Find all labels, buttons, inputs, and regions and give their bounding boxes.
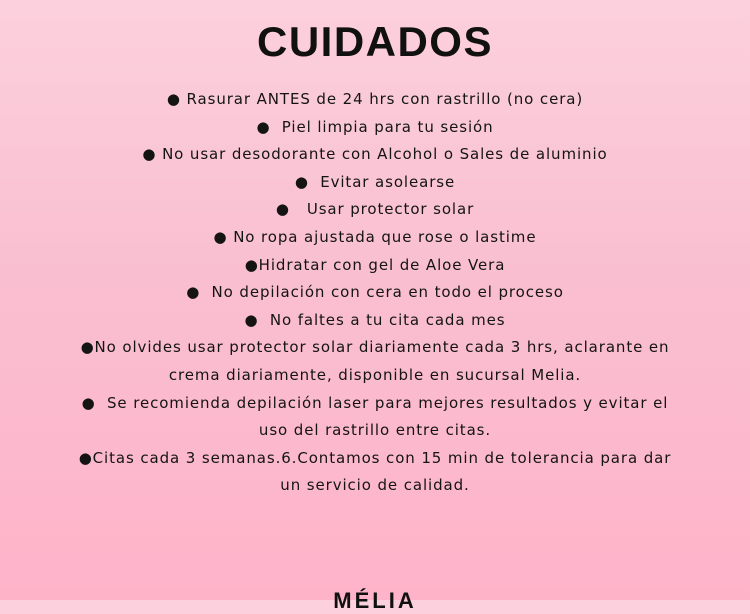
list-item: ● No usar desodorante con Alcohol o Sales de aluminio bbox=[142, 145, 608, 164]
brand-name: MÉLIA bbox=[333, 588, 417, 613]
care-instructions-list bbox=[0, 86, 750, 500]
list-item: ● Usar protector solar bbox=[275, 200, 475, 219]
page-title: CUIDADOS bbox=[256, 18, 493, 65]
list-item: ● No depilación con cera en todo el proceso bbox=[186, 283, 564, 302]
list-item: ●Citas cada 3 semanas.6.Contamos con 15 min de tolerancia para dar bbox=[78, 448, 672, 467]
list-item-continuation: uso del rastrillo entre citas. bbox=[258, 421, 492, 440]
list-item-continuation: crema diariamente, disponible en sucursal Melia. bbox=[168, 365, 582, 384]
list-item: ●No olvides usar protector solar diariamente cada 3 hrs, aclarante en bbox=[80, 338, 670, 357]
list-item: ● Rasurar ANTES de 24 hrs con rastrillo (no cera) bbox=[166, 90, 584, 108]
list-item: ● Piel limpia para tu sesión bbox=[256, 117, 494, 136]
list-item-continuation: un servicio de calidad. bbox=[280, 476, 470, 495]
list-item: ● Evitar asolearse bbox=[294, 172, 456, 191]
list-item: ● No faltes a tu cita cada mes bbox=[244, 310, 506, 329]
list-item: ● Se recomienda depilación laser para mejores resultados y evitar el bbox=[81, 393, 669, 412]
list-item: ●Hidratar con gel de Aloe Vera bbox=[244, 255, 506, 274]
list-item: ● No ropa ajustada que rose o lastime bbox=[213, 227, 537, 246]
